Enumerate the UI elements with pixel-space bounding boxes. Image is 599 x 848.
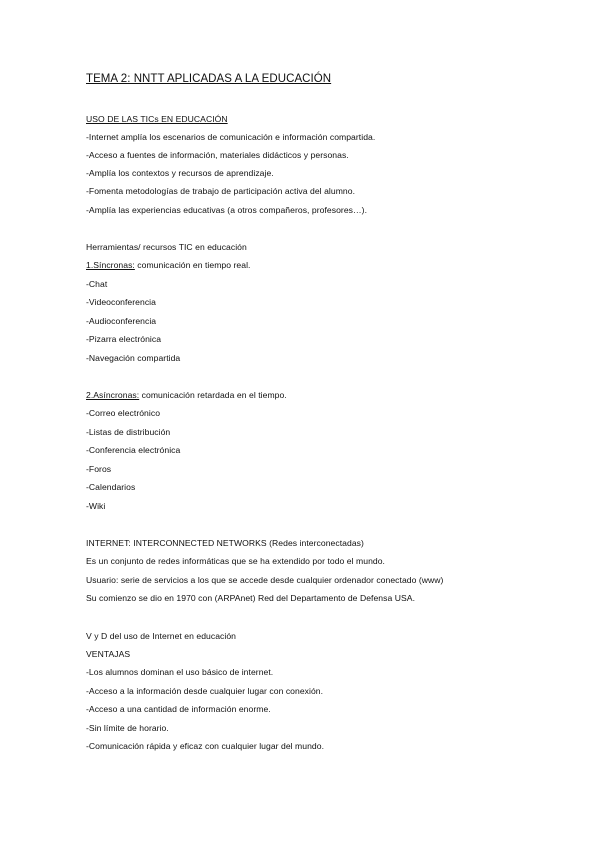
asincronas-line (86, 390, 287, 401)
sincronas-item: -Videoconferencia (86, 297, 156, 307)
vyd-heading: V y D del uso de Internet en educación (86, 631, 236, 641)
asincronas-item: -Foros (86, 464, 112, 474)
ventajas-item: -Sin límite de horario. (86, 723, 169, 733)
sincronas-item: -Navegación compartida (86, 353, 181, 363)
sincronas-line (86, 260, 250, 271)
asincronas-item: -Conferencia electrónica (86, 445, 181, 455)
sincronas-item: -Audioconferencia (86, 316, 157, 326)
asincronas-item: -Correo electrónico (86, 408, 161, 418)
sincronas-desc: comunicación en tiempo real. (134, 260, 251, 270)
uso-heading: USO DE LAS TICs EN EDUCACIÓN (86, 114, 228, 124)
sincronas-item: -Chat (86, 279, 108, 289)
internet-heading: INTERNET: INTERCONNECTED NETWORKS (Redes interconectadas) (86, 538, 364, 548)
asincronas-item: -Wiki (86, 501, 106, 511)
internet-line: Usuario: serie de servicios a los que se accede desde cualquier ordenador conectado (www) (86, 575, 444, 585)
herramientas-heading: Herramientas/ recursos TIC en educación (86, 242, 247, 252)
internet-line: Su comienzo se dio en 1970 con (ARPAnet) Red del Departamento de Defensa USA. (86, 593, 416, 603)
internet-line: Es un conjunto de redes informáticas que se ha extendido por todo el mundo. (86, 556, 385, 566)
uso-item: -Acceso a fuentes de información, materiales didácticos y personas. (86, 150, 349, 160)
asincronas-desc: comunicación retardada en el tiempo. (139, 390, 287, 400)
asincronas-label: 2.Asíncronas: (86, 390, 140, 400)
uso-item: -Internet amplía los escenarios de comunicación e información compartida. (86, 132, 376, 142)
ventajas-item: -Comunicación rápida y eficaz con cualquier lugar del mundo. (86, 741, 325, 751)
uso-item: -Amplía las experiencias educativas (a otros compañeros, profesores…). (86, 205, 368, 215)
ventajas-item: -Los alumnos dominan el uso básico de internet. (86, 667, 274, 677)
document-title: TEMA 2: NNTT APLICADAS A LA EDUCACIÓN (86, 73, 332, 85)
asincronas-item: -Calendarios (86, 482, 136, 492)
ventajas-heading: VENTAJAS (86, 649, 131, 659)
uso-item: -Fomenta metodologías de trabajo de participación activa del alumno. (86, 186, 356, 196)
ventajas-item: -Acceso a la información desde cualquier lugar con conexión. (86, 686, 324, 696)
sincronas-item: -Pizarra electrónica (86, 334, 162, 344)
ventajas-item: -Acceso a una cantidad de información enorme. (86, 704, 271, 714)
sincronas-label: 1.Síncronas: (86, 260, 135, 270)
asincronas-item: -Listas de distribución (86, 427, 171, 437)
uso-item: -Amplía los contextos y recursos de aprendizaje. (86, 168, 274, 178)
